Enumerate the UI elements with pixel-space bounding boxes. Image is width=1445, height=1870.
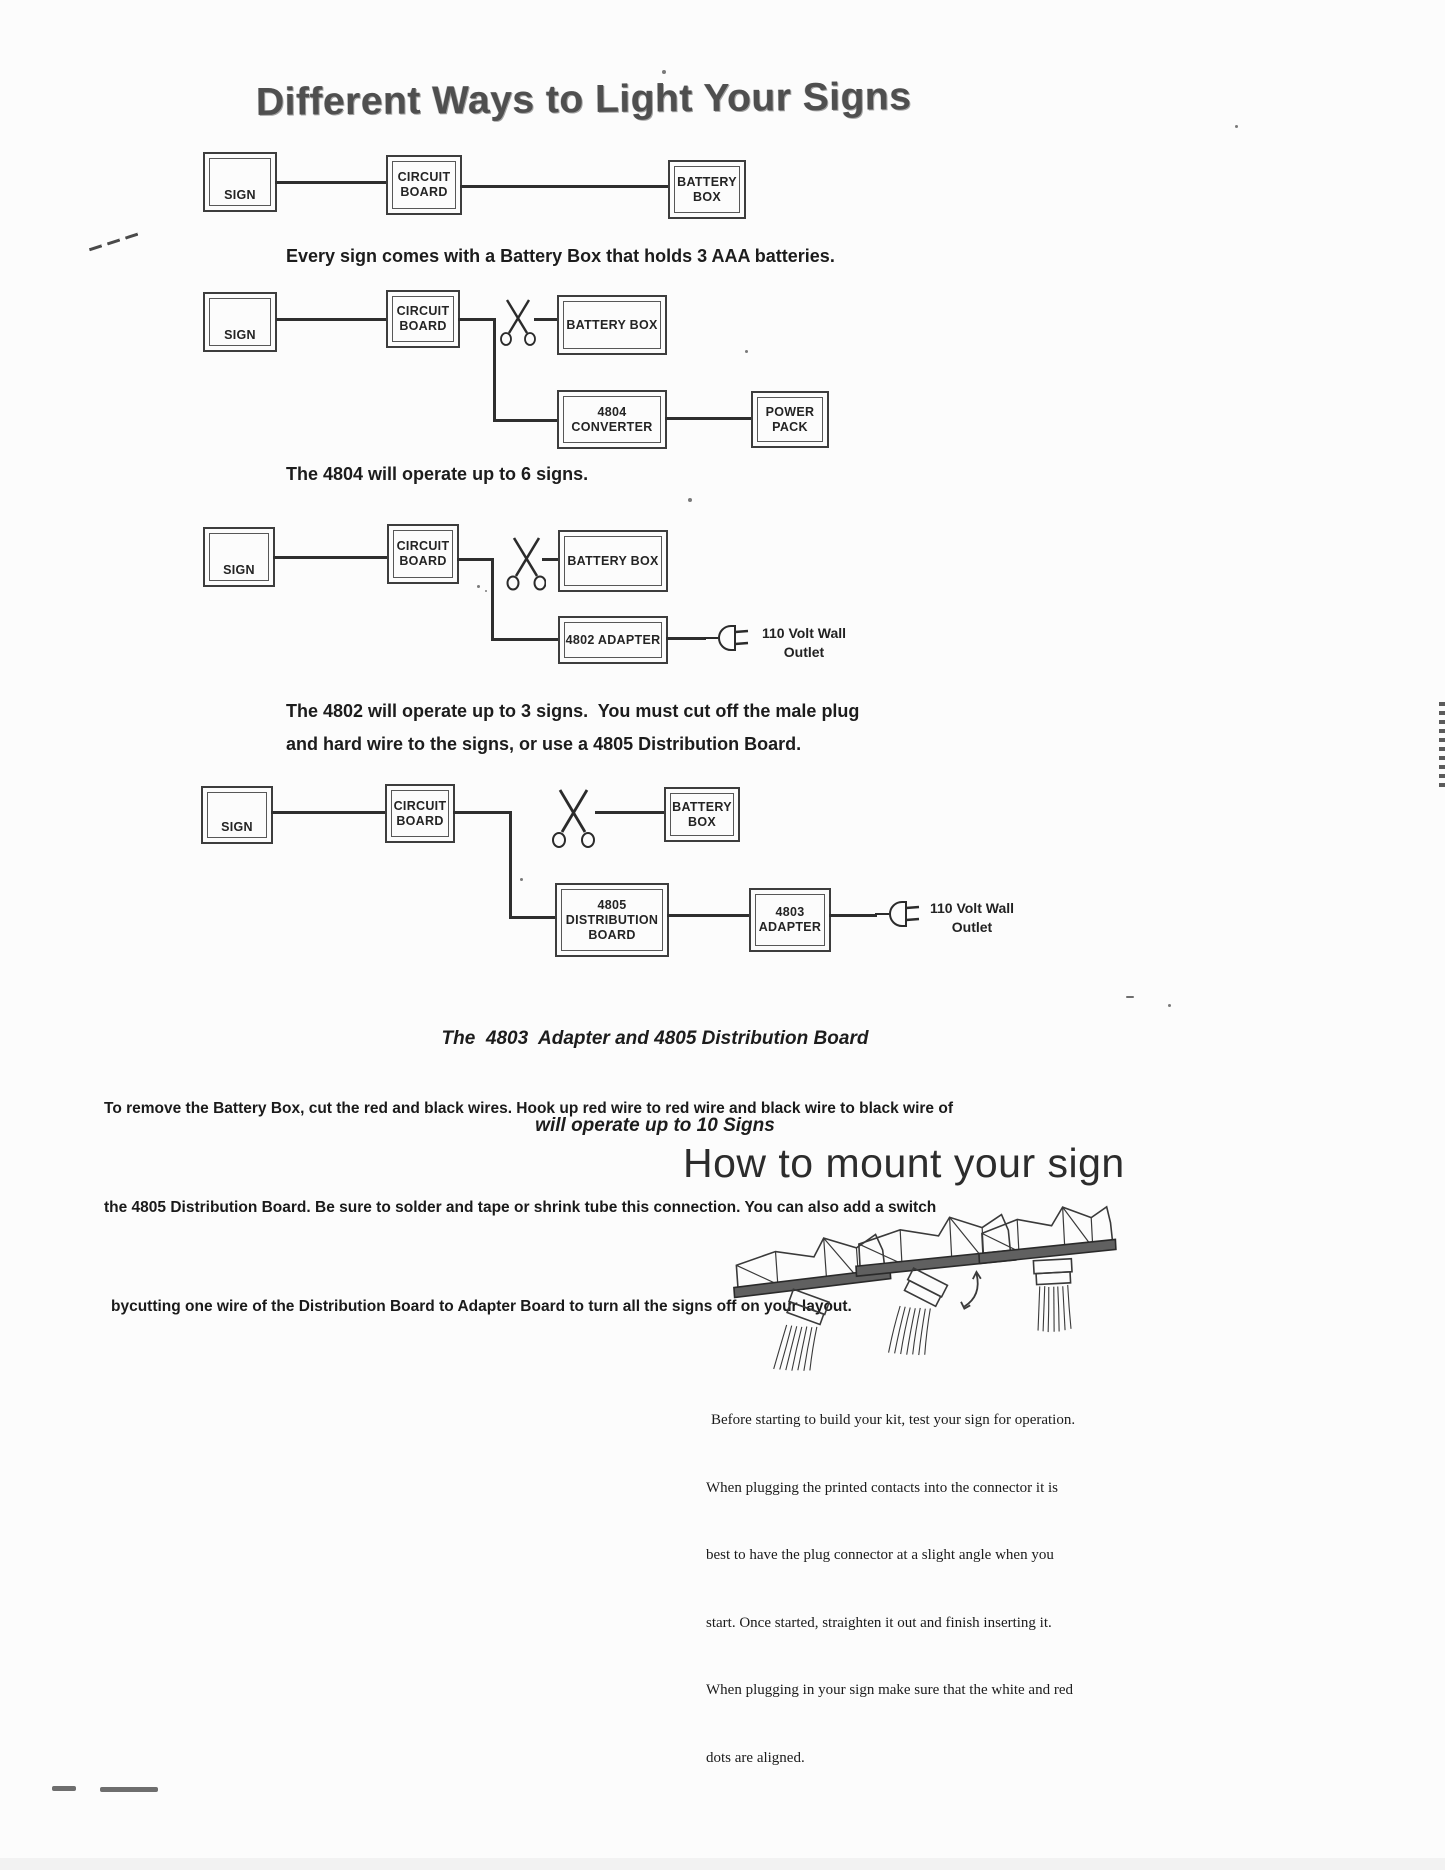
caption-4803-line2: will operate up to 10 Signs (535, 1115, 775, 1136)
wire (271, 811, 387, 814)
sign-box (201, 786, 273, 844)
scan-speck (1168, 1004, 1171, 1007)
scan-speck (662, 70, 666, 74)
adapter-4802-box (558, 616, 668, 664)
scan-speck (485, 590, 487, 592)
distribution-board-4805-label: 4805 DISTRIBUTION BOARD (565, 897, 659, 942)
circuit-board-label: CIRCUIT BOARD (393, 798, 447, 828)
wire (666, 637, 706, 640)
battery-box-label: BATTERY BOX (566, 317, 658, 332)
wire (534, 318, 558, 321)
wire (273, 556, 389, 559)
wire (491, 558, 494, 641)
sign-label: SIGN (224, 328, 256, 342)
caption-4803-line1: The 4803 Adapter and 4805 Distribution Board (441, 1028, 869, 1049)
mount-instructions-paragraph (706, 1364, 1176, 1814)
caption-battery: Every sign comes with a Battery Box that holds 3 AAA batteries. (286, 246, 835, 266)
wire (457, 558, 493, 561)
mount-par-line1: Before starting to build your kit, test your sign for operation. (711, 1412, 1076, 1428)
body-line-1: To remove the Battery Box, cut the red and black wires. Hook up red wire to red wire and black wire to black wire of (104, 1100, 953, 1117)
scan-speck (1126, 996, 1134, 998)
wire (460, 185, 670, 188)
mount-par-line3: best to have the plug connector at a slight angle when you (706, 1547, 1054, 1563)
sign-box (203, 527, 275, 587)
scan-speck (520, 878, 523, 881)
converter-4804-label: 4804 CONVERTER (571, 404, 653, 434)
wire (458, 318, 496, 321)
mount-step-3-illustration (975, 1198, 1120, 1343)
scissors-icon (506, 535, 546, 591)
circuit-board-box (385, 784, 455, 843)
battery-box (558, 530, 668, 592)
wire (667, 914, 751, 917)
power-pack-label: POWER PACK (765, 404, 815, 434)
wire (665, 417, 753, 420)
body-line-2: the 4805 Distribution Board. Be sure to solder and tape or shrink tube this connection. You can also add a switch (104, 1199, 937, 1216)
battery-box-label: BATTERY BOX (672, 799, 732, 829)
scan-speck (477, 585, 480, 588)
battery-box-label: BATTERY BOX (677, 174, 737, 204)
circuit-board-box (386, 290, 460, 348)
pen-mark (89, 232, 141, 252)
battery-box-label: BATTERY BOX (567, 553, 659, 568)
scan-speck (688, 498, 692, 502)
wall-outlet-label: 110 Volt Wall Outlet (761, 625, 847, 660)
circuit-board-label: CIRCUIT BOARD (397, 170, 451, 199)
sign-label: SIGN (221, 820, 253, 834)
mount-par-line4: start. Once started, straighten it out and finish inserting it. (706, 1614, 1052, 1631)
wire (509, 811, 512, 919)
scan-smudge (100, 1787, 158, 1792)
distribution-board-4805-box (555, 883, 669, 957)
power-pack-box (751, 391, 829, 448)
wire (276, 318, 388, 321)
body-line-3: bycutting one wire of the Distribution Board to Adapter Board to turn all the signs off on your layout. (111, 1298, 852, 1315)
sign-box (203, 292, 277, 352)
wire (275, 181, 388, 184)
adapter-4802-label: 4802 ADAPTER (565, 632, 661, 647)
circuit-board-label: CIRCUIT BOARD (396, 539, 450, 568)
wall-plug-icon (704, 620, 752, 656)
wire (493, 419, 558, 422)
mount-par-line2: When plugging the printed contacts into the connector it is (706, 1479, 1058, 1496)
caption-4804: The 4804 will operate up to 6 signs. (286, 464, 589, 484)
scissors-icon (500, 297, 536, 347)
wire (595, 811, 666, 814)
sign-box (203, 152, 277, 212)
battery-box (664, 787, 740, 842)
wire (453, 811, 511, 814)
circuit-board-box (386, 155, 462, 215)
wall-outlet-label: 110 Volt Wall Outlet (929, 900, 1015, 935)
wire (493, 318, 496, 422)
scan-edge-artifact (1439, 702, 1445, 788)
battery-box (557, 295, 667, 355)
page-title: Different Ways to Light Your Signs (255, 75, 912, 124)
scan-smudge (52, 1786, 76, 1791)
battery-box (668, 160, 746, 219)
adapter-4803-box (749, 888, 831, 952)
mount-par-line6: dots are aligned. (706, 1749, 805, 1766)
scan-bottom-band (0, 1858, 1445, 1870)
circuit-board-box (387, 524, 459, 584)
caption-4802-line2: and hard wire to the signs, or use a 4805 Distribution Board. (286, 734, 802, 754)
circuit-board-label: CIRCUIT BOARD (396, 304, 450, 333)
converter-4804-box (557, 390, 667, 449)
caption-4802-line1: The 4802 will operate up to 3 signs. You must cut off the male plug (286, 701, 860, 721)
mount-section-heading: How to mount your sign (683, 1140, 1125, 1186)
sign-label: SIGN (224, 188, 256, 202)
scissors-icon (551, 787, 595, 849)
wire (509, 916, 557, 919)
adapter-4803-label: 4803 ADAPTER (758, 905, 822, 934)
sign-label: SIGN (223, 563, 255, 577)
scan-speck (745, 350, 748, 353)
mount-par-line5: When plugging in your sign make sure that the white and red (706, 1682, 1073, 1698)
wall-plug-icon (875, 896, 923, 932)
wire (829, 914, 877, 917)
wire (491, 638, 559, 641)
scan-speck (1235, 125, 1238, 128)
